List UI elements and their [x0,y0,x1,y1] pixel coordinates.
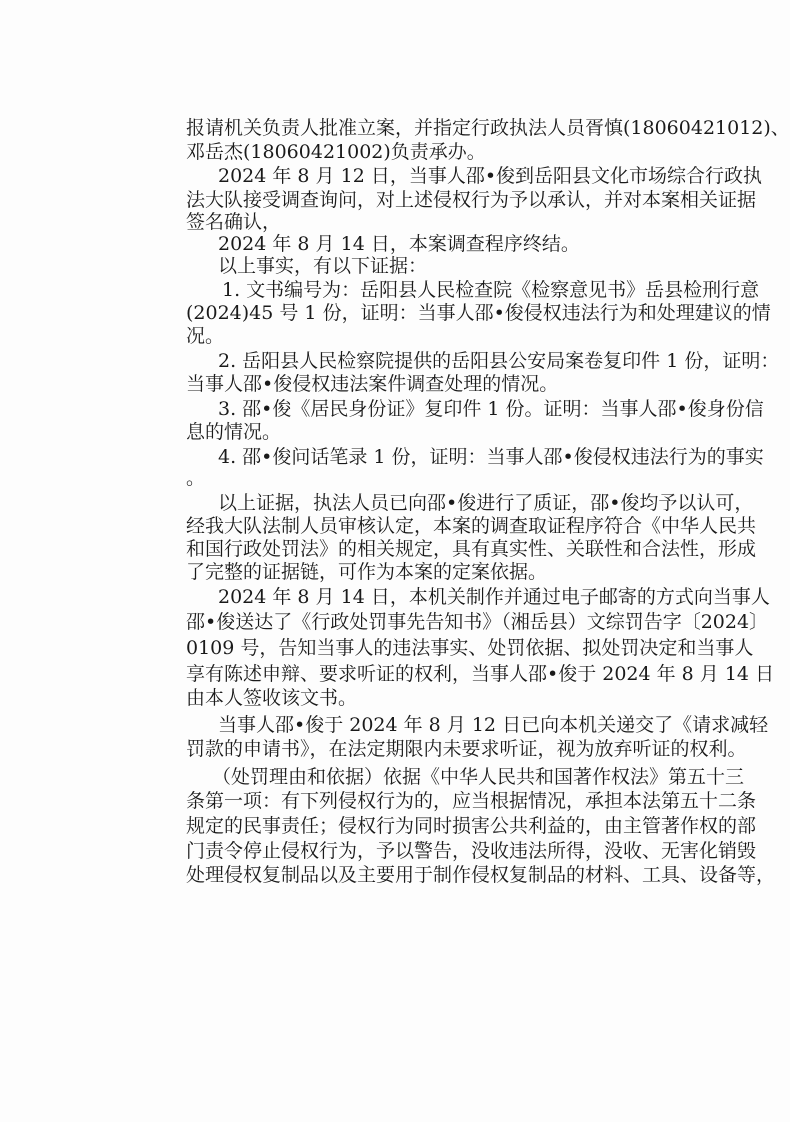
text-line: 2024 年 8 月 12 日，当事人邵•俊到岳阳县文化市场综合行政执 [218,165,763,187]
text-line: 息的情况。 [186,421,282,443]
text-line: 门责令停止侵权行为，予以警告，没收违法所得，没收、无害化销毁 [186,840,757,862]
text-line: 享有陈述申辩、要求听证的权利，当事人邵•俊于 2024 年 8 月 14 日 [186,663,775,685]
text-line: 和国行政处罚法》的相关规定，具有真实性、关联性和合法性，形成 [186,538,757,560]
text-line: 签名确认， [186,211,282,233]
text-line: 况。 [186,325,225,347]
text-line: 0109 号，告知当事人的违法事实、处罚依据、拟处罚决定和当事人 [186,637,754,659]
text-line: (2024)45 号 1 份，证明：当事人邵•俊侵权违法行为和处理建议的情 [186,302,771,324]
text-line: 了完整的证据链，可作为本案的定案依据。 [186,561,548,583]
text-line: 报请机关负责人批准立案，并指定行政执法人员胥慎(18060421012)、 [186,117,790,139]
text-line: 条第一项：有下列侵权行为的，应当根据情况，承担本法第五十二条 [186,790,757,812]
text-line: 当事人邵•俊侵权违法案件调查处理的情况。 [186,373,559,395]
text-line: 经我大队法制人员审核认定，本案的调查取证程序符合《中华人民共 [186,515,757,537]
text-line: 规定的民事责任；侵权行为同时损害公共利益的，由主管著作权的部 [186,815,757,837]
text-line: 当事人邵•俊于 2024 年 8 月 12 日已向本机关递交了《请求减轻 [218,714,769,736]
text-line: 处理侵权复制品以及主要用于制作侵权复制品的材料、工具、设备等， [186,864,776,886]
evidence-item-4: 4. 邵•俊问话笔录 1 份，证明：当事人邵•俊侵权违法行为的事实 [218,446,764,468]
text-line: 罚款的申请书》，在法定期限内未要求听证，视为放弃听证的权利。 [186,738,747,760]
evidence-item-1: 1. 文书编号为：岳阳县人民检查院《检察意见书》岳县检刑行意 [222,279,760,301]
evidence-item-2: 2. 岳阳县人民检察院提供的岳阳县公安局案卷复印件 1 份，证明： [218,350,780,372]
text-line: 以上证据，执法人员已向邵•俊进行了质证，邵•俊均予以认可， [218,492,754,514]
evidence-item-3: 3. 邵•俊《居民身份证》复印件 1 份。证明：当事人邵•俊身份信 [218,398,764,420]
text-line: 邓岳杰(18060421002)负责承办。 [186,141,486,163]
text-line: 邵•俊送达了《行政处罚事先告知书》（湘岳县）文综罚告字〔2024〕 [186,611,769,633]
text-line: 2024 年 8 月 14 日，本机关制作并通过电子邮寄的方式向当事人 [218,586,770,608]
text-line: 2024 年 8 月 14 日，本案调查程序终结。 [218,233,580,255]
text-line: 。 [186,467,206,489]
text-line: （处罚理由和依据）依据《中华人民共和国著作权法》第五十三 [212,766,745,788]
text-line: 法大队接受调查询问，对上述侵权行为予以承认，并对本案相关证据 [186,189,757,211]
text-line: 由本人签收该文书。 [186,687,358,709]
text-line: 以上事实，有以下证据： [218,255,428,277]
